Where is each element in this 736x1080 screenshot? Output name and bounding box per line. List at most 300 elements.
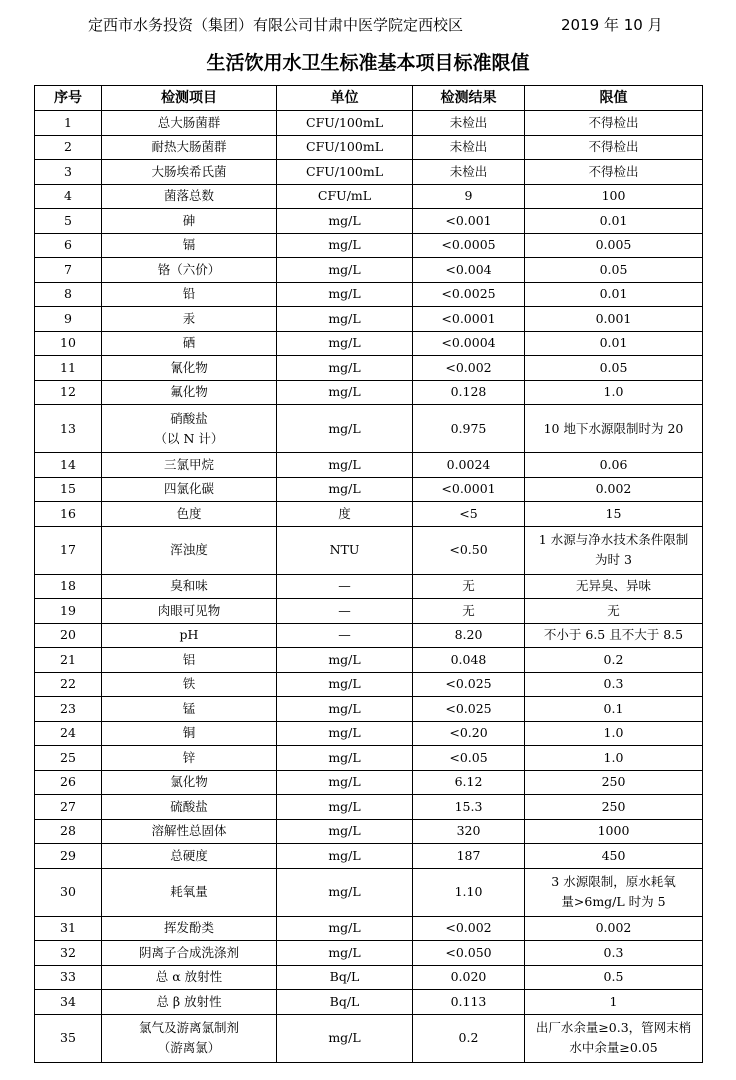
unit-cell-text: mg/L — [328, 261, 361, 277]
unit-cell-text: mg/L — [328, 420, 361, 436]
limit-cell — [525, 160, 703, 185]
row-number-text: 4 — [64, 188, 72, 204]
item-name-text: 铅 — [182, 286, 196, 302]
table-row — [35, 697, 703, 722]
table-row — [35, 1014, 703, 1062]
limit-cell — [525, 648, 703, 673]
row-number — [35, 672, 102, 697]
item-name-text: 砷 — [182, 212, 196, 228]
row-number — [35, 356, 102, 381]
result-cell-text: <0.001 — [445, 212, 492, 228]
item-name — [102, 770, 277, 795]
result-cell — [413, 770, 525, 795]
limit-cell-text: 0.3 — [603, 676, 624, 692]
limit-cell — [525, 135, 703, 160]
unit-cell-text: mg/L — [328, 212, 361, 228]
limit-cell-text: 出厂水余量≥0.3，管网末梢 — [535, 1020, 692, 1035]
limit-cell-text: 1000 — [597, 823, 630, 839]
result-cell — [413, 721, 525, 746]
result-cell — [413, 453, 525, 478]
row-number — [35, 990, 102, 1015]
limit-cell — [525, 1014, 703, 1062]
unit-cell — [277, 819, 413, 844]
row-number — [35, 405, 102, 453]
result-cell — [413, 331, 525, 356]
result-cell — [413, 697, 525, 722]
result-cell — [413, 868, 525, 916]
table-row — [35, 184, 703, 209]
result-cell-text: 无 — [462, 578, 475, 594]
row-number — [35, 844, 102, 869]
table-row — [35, 135, 703, 160]
table-row — [35, 380, 703, 405]
limit-cell-text: 3 水源限制，原水耗氧 — [551, 874, 676, 889]
item-name-text: 铜 — [182, 725, 196, 741]
row-number — [35, 380, 102, 405]
row-number-text: 15 — [60, 481, 76, 497]
unit-cell — [277, 697, 413, 722]
result-cell — [413, 941, 525, 966]
row-number-text: 28 — [60, 823, 76, 839]
result-cell-text: <0.025 — [445, 676, 492, 692]
row-number — [35, 307, 102, 332]
item-name — [102, 697, 277, 722]
item-name — [102, 795, 277, 820]
result-cell-text: <0.004 — [445, 261, 492, 277]
limit-cell-text: 0.001 — [595, 310, 632, 326]
item-name — [102, 184, 277, 209]
unit-cell-text: — — [338, 627, 351, 643]
column-header-result: 检测结果 — [413, 86, 525, 111]
row-number-text: 11 — [60, 359, 76, 375]
row-number-text: 2 — [64, 139, 72, 155]
limit-cell — [525, 965, 703, 990]
limit-cell-text: 不小于 6.5 且不大于 8.5 — [543, 627, 684, 643]
item-name-text: 浑浊度 — [170, 542, 208, 557]
limit-cell-text: 0.002 — [595, 481, 632, 497]
row-number — [35, 599, 102, 624]
row-number-text: 35 — [60, 1030, 76, 1045]
row-number-text: 33 — [60, 969, 76, 985]
item-name — [102, 405, 277, 453]
row-number — [35, 282, 102, 307]
row-number — [35, 477, 102, 502]
result-cell — [413, 209, 525, 234]
unit-cell — [277, 282, 413, 307]
unit-cell — [277, 648, 413, 673]
item-name — [102, 331, 277, 356]
limit-cell-text: 10 地下水源限制时为 20 — [543, 420, 684, 436]
limit-cell — [525, 233, 703, 258]
result-cell-text: 187 — [456, 847, 481, 863]
item-name — [102, 135, 277, 160]
limit-cell — [525, 721, 703, 746]
row-number-text: 31 — [60, 920, 76, 936]
row-number — [35, 623, 102, 648]
item-name — [102, 941, 277, 966]
unit-cell-text: mg/L — [328, 651, 361, 667]
unit-cell — [277, 307, 413, 332]
limit-cell-text: 0.002 — [595, 920, 632, 936]
column-header-no: 序号 — [35, 86, 102, 111]
item-name-text: 总 α 放射性 — [155, 969, 223, 985]
limit-cell — [525, 574, 703, 599]
limit-cell-text: 不得检出 — [588, 114, 639, 130]
row-number — [35, 160, 102, 185]
limit-cell-text: 0.01 — [599, 286, 628, 302]
row-number-text: 17 — [60, 542, 76, 557]
item-name-text: 铬（六价） — [157, 261, 221, 277]
unit-cell — [277, 380, 413, 405]
result-cell-text: <0.0025 — [441, 286, 496, 302]
unit-cell — [277, 770, 413, 795]
item-name-text: 锰 — [182, 700, 196, 716]
limit-cell — [525, 941, 703, 966]
result-cell-text: <0.050 — [445, 944, 492, 960]
item-name-text: 铝 — [182, 651, 196, 667]
limit-cell — [525, 111, 703, 136]
result-cell-text: 0.0024 — [446, 456, 491, 472]
item-name — [102, 209, 277, 234]
result-cell — [413, 282, 525, 307]
limit-cell — [525, 990, 703, 1015]
table-row — [35, 746, 703, 771]
unit-cell-text: — — [338, 602, 351, 618]
row-number-text: 25 — [60, 749, 76, 765]
result-cell — [413, 844, 525, 869]
limit-cell — [525, 405, 703, 453]
unit-cell-text: mg/L — [328, 884, 361, 899]
result-cell-text: <0.025 — [445, 700, 492, 716]
unit-cell-text: mg/L — [328, 1030, 361, 1045]
row-number — [35, 697, 102, 722]
item-name — [102, 819, 277, 844]
row-number-text: 23 — [60, 700, 76, 716]
item-name-text-line2: （游离氯） — [157, 1040, 221, 1055]
row-number — [35, 819, 102, 844]
table-row — [35, 160, 703, 185]
row-number — [35, 331, 102, 356]
table-row — [35, 844, 703, 869]
limit-cell — [525, 746, 703, 771]
row-number-text: 21 — [60, 651, 76, 667]
item-name — [102, 233, 277, 258]
unit-cell-text: mg/L — [328, 944, 361, 960]
row-number-text: 5 — [64, 212, 72, 228]
unit-cell-text: mg/L — [328, 310, 361, 326]
item-name-text: 铁 — [182, 676, 196, 692]
table-row — [35, 941, 703, 966]
row-number — [35, 135, 102, 160]
result-cell — [413, 135, 525, 160]
limit-cell — [525, 844, 703, 869]
limit-cell-text: 100 — [601, 188, 626, 204]
unit-cell — [277, 233, 413, 258]
unit-cell — [277, 1014, 413, 1062]
table-row — [35, 599, 703, 624]
item-name — [102, 672, 277, 697]
table-row — [35, 405, 703, 453]
item-name-text: 肉眼可见物 — [157, 602, 221, 618]
row-number-text: 8 — [64, 286, 72, 302]
result-cell-text: 未检出 — [449, 139, 488, 155]
table-row — [35, 209, 703, 234]
item-name — [102, 623, 277, 648]
water-quality-table — [34, 85, 703, 1063]
table-row — [35, 502, 703, 527]
unit-cell-text: CFU/100mL — [306, 139, 383, 155]
table-row — [35, 623, 703, 648]
limit-cell-text: 1 水源与净水技术条件限制 — [538, 532, 689, 547]
item-name — [102, 282, 277, 307]
unit-cell — [277, 526, 413, 574]
item-name — [102, 574, 277, 599]
document-header — [0, 12, 736, 38]
unit-cell — [277, 844, 413, 869]
limit-cell-text: 450 — [601, 847, 626, 863]
row-number — [35, 453, 102, 478]
limit-cell-text: 0.01 — [599, 212, 628, 228]
result-cell — [413, 258, 525, 283]
row-number — [35, 965, 102, 990]
unit-cell — [277, 453, 413, 478]
item-name-text: 硫酸盐 — [170, 798, 208, 814]
table-row — [35, 672, 703, 697]
result-cell-text: 0.113 — [450, 993, 487, 1009]
result-cell-text: 0.020 — [450, 969, 487, 985]
table-row — [35, 795, 703, 820]
item-name-text: 三氯甲烷 — [163, 456, 214, 472]
item-name-text: 挥发酚类 — [163, 920, 214, 936]
row-number — [35, 941, 102, 966]
unit-cell — [277, 965, 413, 990]
unit-cell — [277, 405, 413, 453]
limit-cell — [525, 477, 703, 502]
result-cell-text: 15.3 — [454, 798, 483, 814]
table-row — [35, 721, 703, 746]
unit-cell-text: mg/L — [328, 237, 361, 253]
row-number-text: 27 — [60, 798, 76, 814]
table-row — [35, 819, 703, 844]
limit-cell — [525, 502, 703, 527]
unit-cell — [277, 111, 413, 136]
item-name-text: 溶解性总固体 — [151, 823, 227, 839]
result-cell — [413, 380, 525, 405]
table-row — [35, 233, 703, 258]
item-name — [102, 258, 277, 283]
item-name-text: pH — [179, 627, 199, 643]
result-cell — [413, 819, 525, 844]
row-number — [35, 111, 102, 136]
row-number — [35, 770, 102, 795]
result-cell-text: 未检出 — [449, 163, 488, 179]
column-header-unit: 单位 — [277, 86, 413, 111]
limit-cell-text: 0.005 — [595, 237, 632, 253]
table-row — [35, 916, 703, 941]
table-row — [35, 331, 703, 356]
limit-cell-text: 15 — [605, 505, 622, 521]
item-name-text: 氯化物 — [170, 774, 208, 790]
item-name-text: 大肠埃希氏菌 — [151, 163, 227, 179]
item-name — [102, 721, 277, 746]
item-name-text: 四氯化碳 — [163, 481, 214, 497]
item-name — [102, 746, 277, 771]
item-name — [102, 502, 277, 527]
table-row — [35, 356, 703, 381]
limit-cell-text: 1.0 — [603, 725, 624, 741]
item-name-text: 汞 — [182, 310, 196, 326]
row-number — [35, 648, 102, 673]
result-cell — [413, 233, 525, 258]
unit-cell-text: Bq/L — [329, 993, 360, 1009]
row-number-text: 22 — [60, 676, 76, 692]
limit-cell-text: 0.01 — [599, 335, 628, 351]
item-name — [102, 1014, 277, 1062]
unit-cell-text: CFU/mL — [317, 188, 372, 204]
unit-cell-text: mg/L — [328, 725, 361, 741]
limit-cell-text: 无异臭、异味 — [575, 578, 651, 594]
unit-cell — [277, 721, 413, 746]
unit-cell-text: mg/L — [328, 335, 361, 351]
organization-name: 定西市水务投资（集团）有限公司甘肃中医学院定西校区 — [88, 16, 464, 34]
item-name-text: 硒 — [182, 335, 196, 351]
limit-cell — [525, 453, 703, 478]
limit-cell-text: 0.05 — [599, 359, 628, 375]
result-cell — [413, 574, 525, 599]
limit-cell-text: 无 — [607, 602, 620, 618]
unit-cell-text: CFU/100mL — [306, 163, 383, 179]
row-number-text: 13 — [60, 420, 76, 436]
limit-cell — [525, 282, 703, 307]
row-number — [35, 721, 102, 746]
unit-cell — [277, 258, 413, 283]
item-name — [102, 844, 277, 869]
unit-cell — [277, 502, 413, 527]
limit-cell-text: 0.5 — [603, 969, 624, 985]
limit-cell-text: 0.05 — [599, 261, 628, 277]
result-cell-text: 0.2 — [458, 1030, 479, 1045]
page-title: 生活饮用水卫生标准基本项目标准限值 — [206, 52, 530, 74]
result-cell-text: <0.0001 — [441, 310, 496, 326]
unit-cell-text: mg/L — [328, 286, 361, 302]
result-cell-text: <0.0001 — [441, 481, 496, 497]
table-row — [35, 282, 703, 307]
result-cell-text: <0.002 — [445, 359, 492, 375]
item-name — [102, 526, 277, 574]
result-cell-text: 9 — [464, 188, 473, 204]
limit-cell-text: 不得检出 — [588, 163, 639, 179]
row-number-text: 6 — [64, 237, 72, 253]
result-cell — [413, 526, 525, 574]
item-name — [102, 307, 277, 332]
limit-cell-text: 1.0 — [603, 749, 624, 765]
row-number-text: 9 — [64, 310, 72, 326]
limit-cell-text: 0.3 — [603, 944, 624, 960]
item-name — [102, 990, 277, 1015]
item-name-text: 氟化物 — [170, 384, 208, 400]
row-number — [35, 184, 102, 209]
limit-cell — [525, 672, 703, 697]
unit-cell-text: mg/L — [328, 676, 361, 692]
unit-cell — [277, 623, 413, 648]
result-cell-text: 未检出 — [449, 114, 488, 130]
result-cell — [413, 916, 525, 941]
limit-cell-text: 不得检出 — [588, 139, 639, 155]
row-number — [35, 1014, 102, 1062]
table-row — [35, 111, 703, 136]
result-cell — [413, 623, 525, 648]
item-name — [102, 599, 277, 624]
row-number — [35, 233, 102, 258]
item-name-text-line2: （以 N 计） — [154, 430, 224, 446]
result-cell-text: <0.0005 — [441, 237, 496, 253]
unit-cell — [277, 184, 413, 209]
row-number-text: 12 — [60, 384, 76, 400]
unit-cell — [277, 599, 413, 624]
unit-cell — [277, 209, 413, 234]
limit-cell-text: 0.06 — [599, 456, 628, 472]
item-name-text: 菌落总数 — [163, 188, 214, 204]
row-number-text: 34 — [60, 993, 76, 1009]
table-body — [35, 111, 703, 1063]
item-name — [102, 868, 277, 916]
limit-cell — [525, 868, 703, 916]
unit-cell-text: mg/L — [328, 774, 361, 790]
unit-cell-text: CFU/100mL — [306, 114, 383, 130]
unit-cell — [277, 331, 413, 356]
unit-cell-text: 度 — [338, 505, 351, 521]
table-row — [35, 307, 703, 332]
item-name-text: 臭和味 — [170, 578, 208, 594]
result-cell — [413, 599, 525, 624]
unit-cell — [277, 990, 413, 1015]
unit-cell-text: mg/L — [328, 384, 361, 400]
item-name — [102, 648, 277, 673]
result-cell-text: 8.20 — [454, 627, 483, 643]
item-name — [102, 916, 277, 941]
unit-cell — [277, 356, 413, 381]
item-name-text: 总大肠菌群 — [157, 114, 221, 130]
row-number-text: 26 — [60, 774, 76, 790]
item-name-text: 耗氧量 — [170, 884, 208, 899]
limit-cell — [525, 916, 703, 941]
row-number-text: 30 — [60, 884, 76, 899]
limit-cell — [525, 770, 703, 795]
item-name — [102, 477, 277, 502]
table-row — [35, 453, 703, 478]
row-number — [35, 209, 102, 234]
result-cell-text: 无 — [462, 602, 475, 618]
unit-cell-text: mg/L — [328, 823, 361, 839]
item-name — [102, 453, 277, 478]
item-name — [102, 965, 277, 990]
item-name-text: 总 β 放射性 — [156, 993, 222, 1009]
row-number-text: 10 — [60, 335, 76, 351]
result-cell-text: <5 — [459, 505, 478, 521]
item-name — [102, 111, 277, 136]
limit-cell-text-line2: 水中余量≥0.05 — [569, 1040, 658, 1055]
result-cell — [413, 502, 525, 527]
item-name-text: 耐热大肠菌群 — [151, 139, 227, 155]
report-date: 2019 年 10 月 — [561, 16, 663, 34]
unit-cell-text: mg/L — [328, 749, 361, 765]
unit-cell — [277, 135, 413, 160]
limit-cell — [525, 795, 703, 820]
limit-cell-text: 250 — [601, 798, 626, 814]
row-number-text: 7 — [64, 261, 72, 277]
result-cell-text: 6.12 — [454, 774, 483, 790]
row-number-text: 32 — [60, 944, 76, 960]
